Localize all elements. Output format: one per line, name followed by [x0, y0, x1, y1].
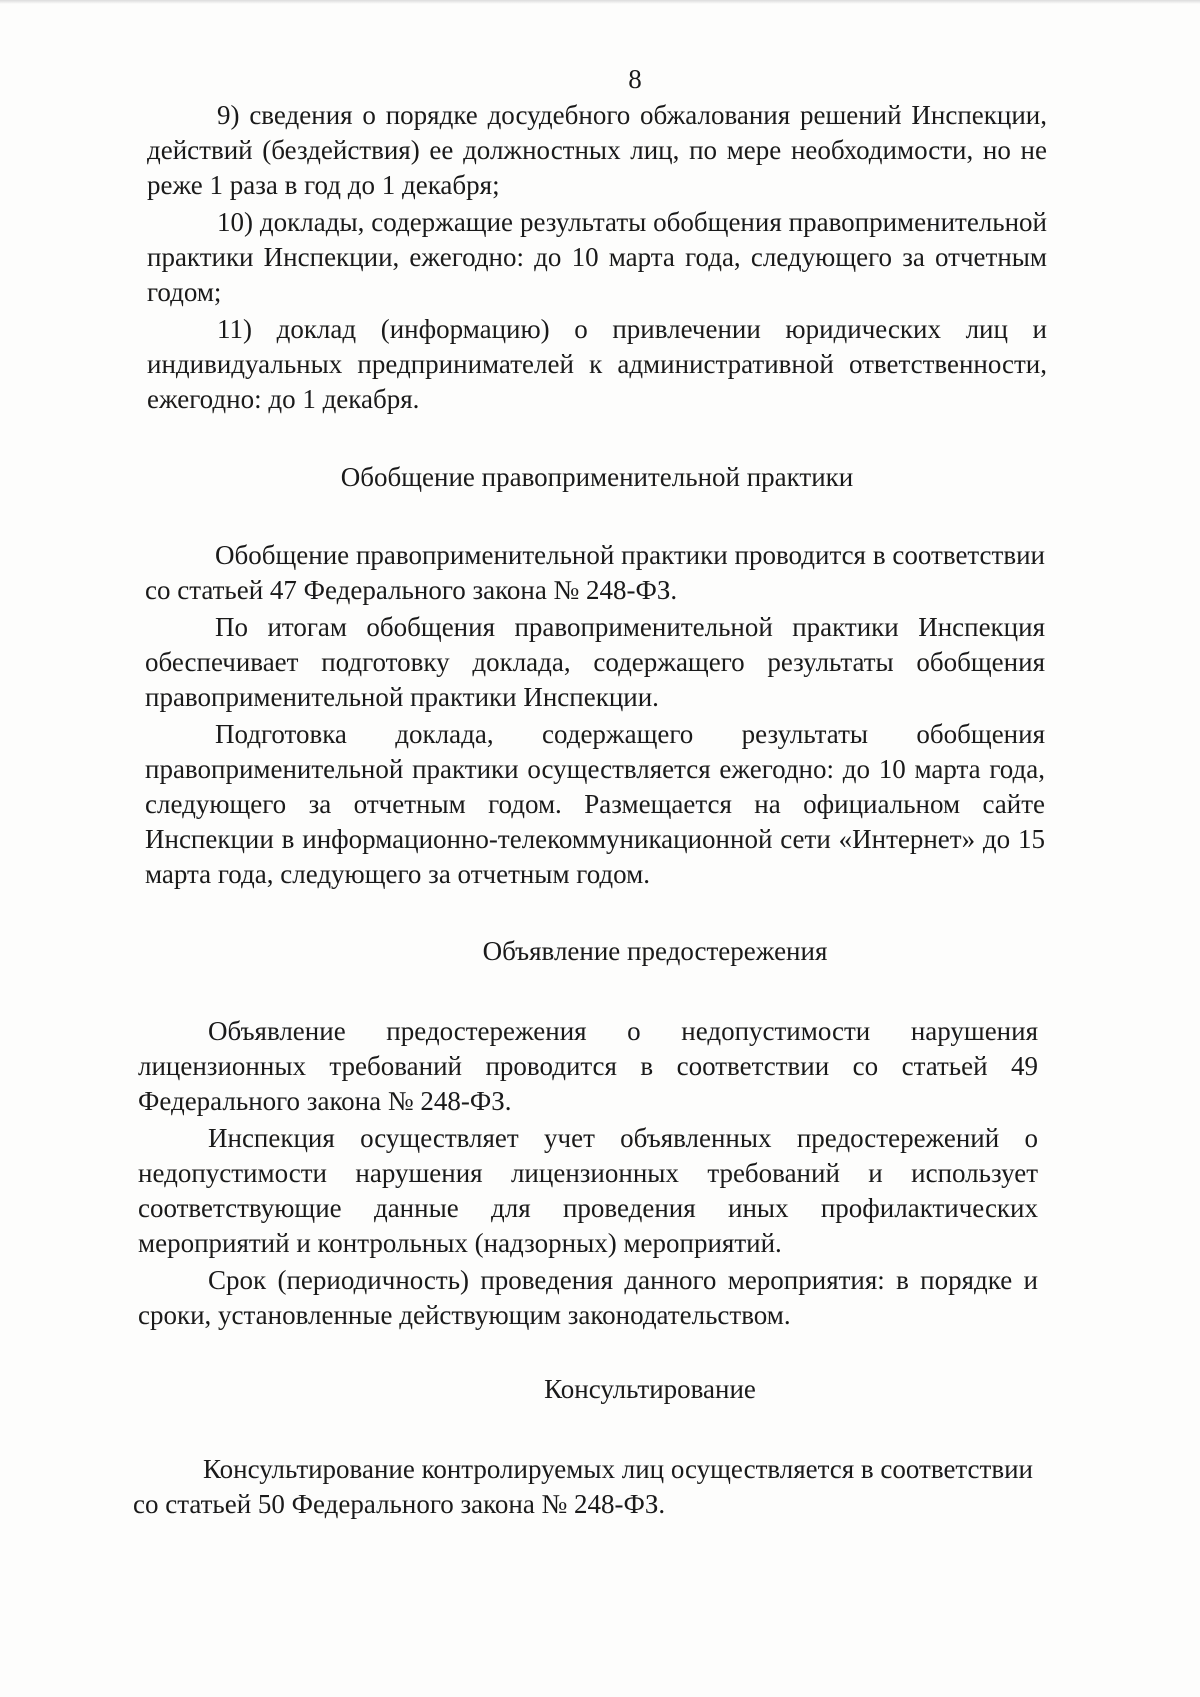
paragraph: Консультирование контролируемых лиц осуществляется в соответствии со статьей 50 Федерального закона № 248-ФЗ. — [133, 1454, 1033, 1519]
section-body-generalization — [145, 538, 1045, 894]
paragraph: Инспекция осуществляет учет объявленных предостережений о недопустимости нарушения лицензионных требований и использует соответствующие данные для проведения иных профилактических мероприятий и контрольных (надзорных) мероприятий. — [138, 1123, 1038, 1258]
list-item-10: 10) доклады, содержащие результаты обобщения правоприменительной практики Инспекции, ежегодно: до 10 марта года, следующего за отчетным годом; — [147, 207, 1047, 307]
paragraph: Подготовка доклада, содержащего результаты обобщения правоприменительной практики осуществляется ежегодно: до 10 марта года, следующего за отчетным годом. Размещается на официальном сайте Инспекции в информационно-телекоммуникационной сети «Интернет» до 15 марта года, следующего за отчетным годом. — [145, 719, 1045, 889]
section-heading-generalization: Обобщение правоприменительной практики — [340, 462, 854, 492]
paragraph: По итогам обобщения правоприменительной практики Инспекция обеспечивает подготовку доклада, содержащего результаты обобщения правоприменительной практики Инспекции. — [145, 612, 1045, 712]
scan-edge — [0, 0, 1200, 4]
section-heading-warning: Объявление предостережения — [482, 936, 828, 966]
section-body-warning — [138, 1014, 1038, 1335]
list-item-9: 9) сведения о порядке досудебного обжалования решений Инспекции, действий (бездействия) ее должностных лиц, по мере необходимости, но не реже 1 раза в год до 1 декабря; — [147, 100, 1047, 200]
paragraph: Срок (периодичность) проведения данного мероприятия: в порядке и сроки, установленные действующим законодательством. — [138, 1265, 1038, 1330]
list-block — [147, 98, 1047, 419]
paragraph: Обобщение правоприменительной практики проводится в соответствии со статьей 47 Федерального закона № 248-ФЗ. — [145, 540, 1045, 605]
section-heading-consulting: Консультирование — [544, 1374, 756, 1404]
section-body-consulting — [133, 1452, 1033, 1524]
page-number: 8 — [628, 64, 642, 94]
paragraph: Объявление предостережения о недопустимости нарушения лицензионных требований проводится в соответствии со статьей 49 Федерального закона № 248-ФЗ. — [138, 1016, 1038, 1116]
list-item-11: 11) доклад (информацию) о привлечении юридических лиц и индивидуальных предпринимателей к административной ответственности, ежегодно: до 1 декабря. — [147, 314, 1047, 414]
